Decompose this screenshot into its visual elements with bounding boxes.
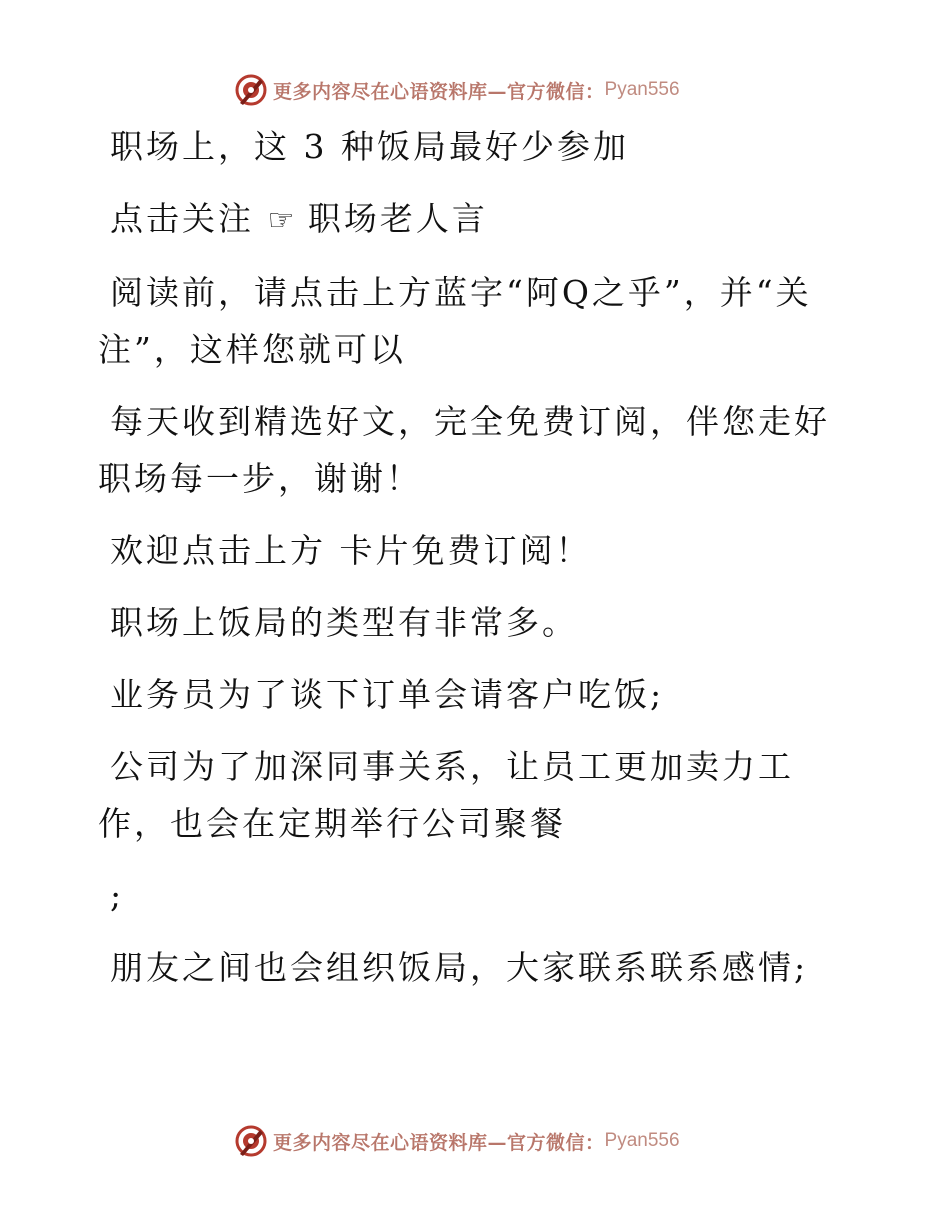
pen-logo-icon: [234, 1124, 268, 1158]
paragraph-1: 阅读前，请点击上方蓝字“阿Q之乎”，并“关注”，这样您就可以: [98, 273, 812, 369]
article-body: [98, 118, 838, 996]
follow-prefix: 点击关注: [110, 199, 254, 238]
paragraph-2: 每天收到精选好文，完全免费订阅，伴您走好职场每一步，谢谢！: [98, 402, 830, 498]
pen-logo-icon: [234, 73, 268, 107]
paragraph-4: 职场上饭局的类型有非常多。: [110, 603, 578, 642]
pointing-hand-icon: ☞: [267, 203, 295, 238]
paragraph-8: 朋友之间也会组织饭局，大家联系联系感情;: [110, 948, 809, 987]
header-wechat-id: Pyan556: [604, 79, 680, 100]
footer-watermark: [234, 1124, 680, 1158]
follow-line: [98, 190, 838, 249]
paragraph-5: 业务员为了谈下订单会请客户吃饭;: [110, 675, 665, 714]
header-watermark: [234, 73, 680, 107]
header-watermark-text: 更多内容尽在心语资料库—官方微信：: [273, 80, 605, 103]
footer-watermark-text: 更多内容尽在心语资料库—官方微信：: [273, 1131, 605, 1154]
follow-account-name: 职场老人言: [307, 199, 488, 238]
footer-wechat-id: Pyan556: [604, 1130, 680, 1151]
article-title: 职场上，这 3 种饭局最好少参加: [110, 127, 629, 166]
paragraph-3: 欢迎点击上方 卡片免费订阅！: [110, 531, 592, 570]
paragraph-7: ;: [110, 876, 125, 915]
paragraph-6: 公司为了加深同事关系，让员工更加卖力工作，也会在定期举行公司聚餐: [98, 747, 794, 843]
